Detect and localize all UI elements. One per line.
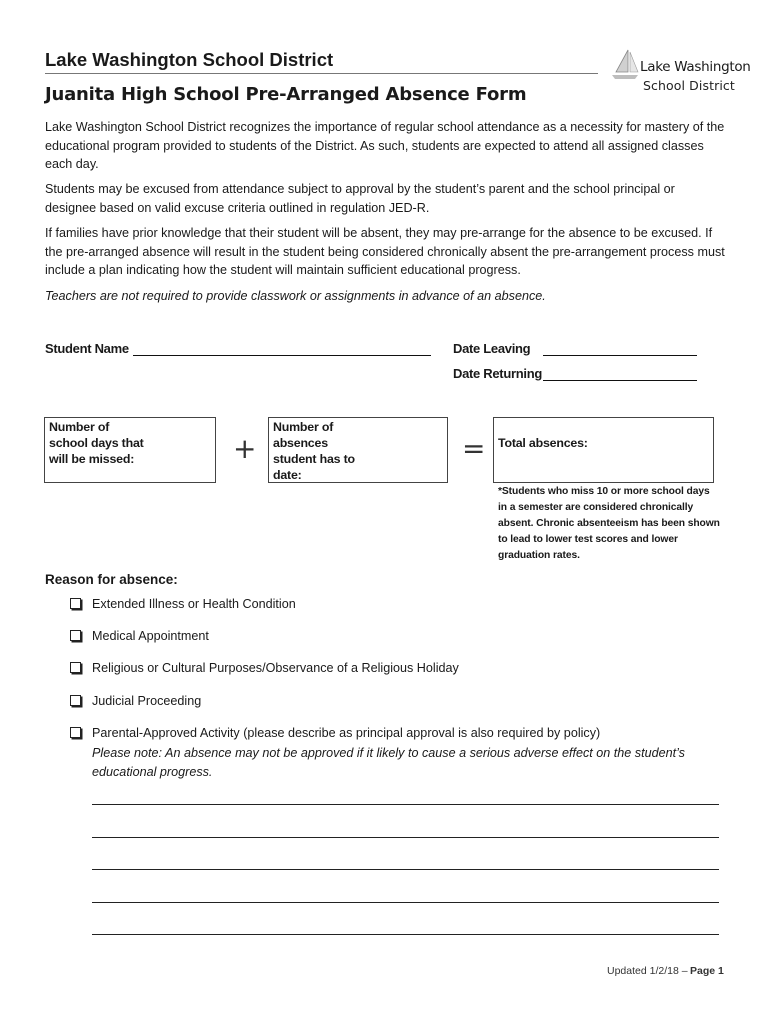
description-line[interactable] xyxy=(92,837,719,838)
date-returning-label: Date Returning xyxy=(453,366,542,381)
date-returning-field[interactable] xyxy=(543,380,697,381)
reason-heading: Reason for absence: xyxy=(45,572,178,587)
logo-text-line2: School District xyxy=(643,78,735,93)
teacher-note: Teachers are not required to provide classwork or assignments in advance of an absence. xyxy=(45,289,546,303)
student-name-label: Student Name xyxy=(45,341,129,356)
checkbox-icon[interactable] xyxy=(70,695,81,706)
plus-sign: + xyxy=(233,432,257,465)
header-divider xyxy=(45,73,598,74)
reason-option-label: Extended Illness or Health Condition xyxy=(92,597,296,611)
intro-paragraph-1: Lake Washington School District recognizes the importance of regular school attendance as a necessity for mastery of the educational program provided to students of the District. As such, students are expected to attend all assigned classes each day. xyxy=(45,120,725,172)
reason-option-illness[interactable] xyxy=(70,597,296,611)
approval-note: Please note: An absence may not be approved if it likely to cause a serious adverse effect on the student’s educational progress. xyxy=(92,746,685,779)
checkbox-icon[interactable] xyxy=(70,598,81,609)
logo-text-line1: Lake Washington xyxy=(640,59,751,75)
absences-to-date-label: Number of absences student has to date: xyxy=(273,420,355,482)
days-missed-label: Number of school days that will be missed: xyxy=(49,420,144,466)
reason-option-label: Medical Appointment xyxy=(92,629,209,643)
reason-option-religious[interactable] xyxy=(70,661,459,675)
intro-paragraph-2: Students may be excused from attendance subject to approval by the student’s parent and the school principal or designee based on valid excuse criteria outlined in regulation JED-R. xyxy=(45,182,675,215)
district-name: Lake Washington School District xyxy=(45,49,334,70)
equals-sign: = xyxy=(462,432,486,465)
footer-page-number: Page 1 xyxy=(690,965,724,977)
date-leaving-label: Date Leaving xyxy=(453,341,531,356)
reason-option-label: Parental-Approved Activity (please describe as principal approval is also required by policy) xyxy=(92,726,601,740)
checkbox-icon[interactable] xyxy=(70,727,81,738)
reason-option-judicial[interactable] xyxy=(70,694,201,708)
intro-paragraph-3: If families have prior knowledge that their student will be absent, they may pre-arrange for the absence to be excused. If the pre-arranged absence will result in the student being considered chronically absent the pre-arrangement process must include a plan indicating how the student will maintain sufficient educational progress. xyxy=(45,226,725,278)
checkbox-icon[interactable] xyxy=(70,662,81,673)
reason-option-parental[interactable] xyxy=(70,726,600,740)
chronic-absence-note: *Students who miss 10 or more school days in a semester are considered chronically absent. Chronic absenteeism has been shown to lead to lower test scores and lower graduation rates. xyxy=(498,486,720,561)
reason-option-label: Religious or Cultural Purposes/Observance of a Religious Holiday xyxy=(92,661,459,675)
description-line[interactable] xyxy=(92,869,719,870)
description-line[interactable] xyxy=(92,934,719,935)
footer-updated: Updated 1/2/18 – xyxy=(607,965,688,977)
student-name-field[interactable] xyxy=(133,355,431,356)
checkbox-icon[interactable] xyxy=(70,630,81,641)
total-absences-label: Total absences: xyxy=(498,436,588,450)
date-leaving-field[interactable] xyxy=(543,355,697,356)
description-line[interactable] xyxy=(92,804,719,805)
form-title: Juanita High School Pre-Arranged Absence Form xyxy=(45,84,527,105)
reason-option-label: Judicial Proceeding xyxy=(92,694,202,708)
reason-option-medical[interactable] xyxy=(70,629,209,643)
description-line[interactable] xyxy=(92,902,719,903)
